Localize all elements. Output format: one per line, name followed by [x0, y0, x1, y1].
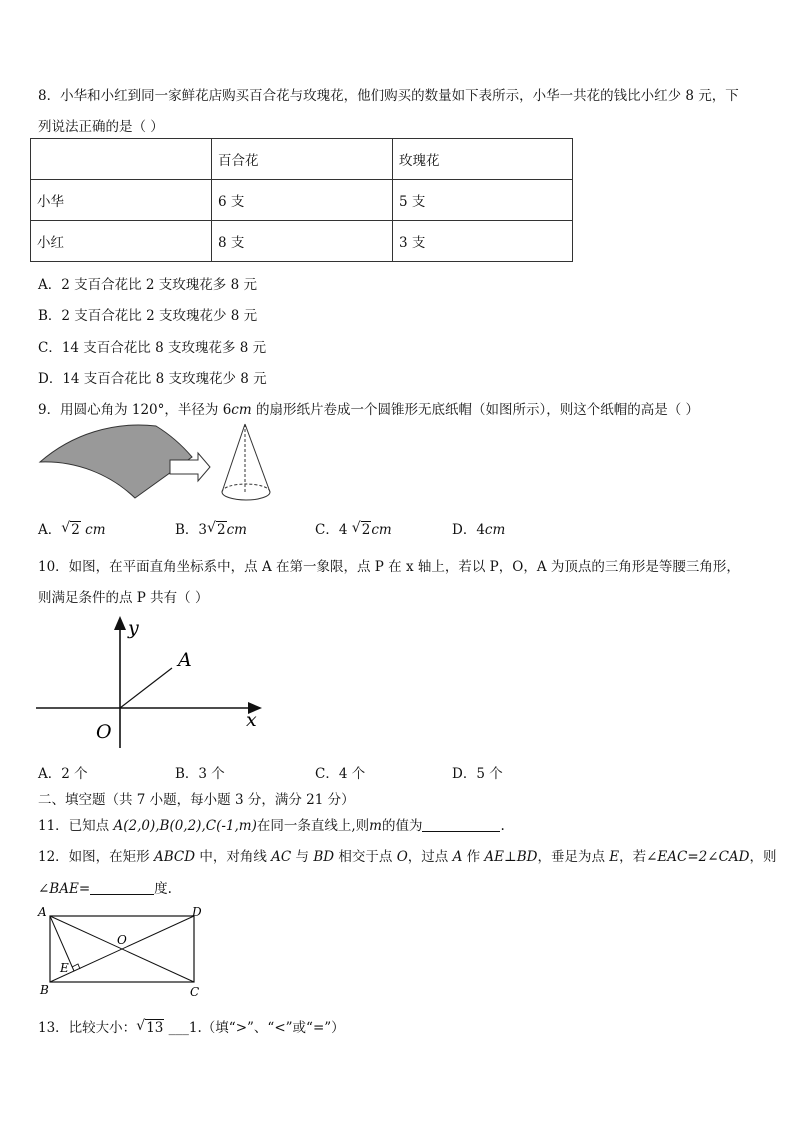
q11-stem: 11．已知点 A(2,0),B(0,2),C(-1,m)在同一条直线上,则m的值为 . [38, 818, 505, 834]
q8-line2: 列说法正确的是（ ） [38, 119, 164, 135]
section-heading: 二、填空题（共 7 小题，每小题 3 分，满分 21 分） [38, 792, 355, 808]
table-header-lily: 百合花 [212, 139, 393, 180]
segment-oa [120, 668, 172, 708]
table-row [31, 139, 573, 180]
answer-blank[interactable] [90, 880, 154, 895]
x-axis-label: x [246, 709, 257, 731]
point-a-label: A [178, 649, 192, 671]
q12-line2: ∠BAE= 度. [38, 881, 172, 897]
q13-stem: 13．比较大小： √ 13 ___1.（填“>”、“<”或“=”） [38, 1018, 345, 1036]
table-cell: 8 支 [212, 221, 393, 262]
table-row [31, 180, 573, 221]
q10-option-c: C．4 个 [315, 766, 366, 782]
label-o: O [117, 933, 127, 947]
q10-option-d: D．5 个 [452, 766, 503, 782]
q8-option-b: B．2 支百合花比 2 支玫瑰花少 8 元 [38, 308, 258, 324]
q8-option-a: A．2 支百合花比 2 支玫瑰花多 8 元 [38, 277, 257, 293]
y-axis-arrow-icon [114, 616, 126, 630]
table-cell: 3 支 [393, 221, 573, 262]
table-row [31, 221, 573, 262]
table-cell [31, 139, 212, 180]
q10-line1: 10．如图，在平面直角坐标系中，点 A 在第一象限，点 P 在 x 轴上，若以 P，O，A 为顶点的三角形是等腰三角形， [38, 559, 740, 575]
cone-edge-left [222, 424, 245, 492]
q10-line2: 则满足条件的点 P 共有（ ） [38, 590, 209, 606]
cone-edge-right [245, 424, 270, 492]
label-e: E [60, 961, 69, 975]
table-cell: 6 支 [212, 180, 393, 221]
q10-option-a: A．2 个 [38, 766, 88, 782]
cone-figure [218, 422, 278, 504]
label-b: B [40, 983, 49, 997]
q8-table [30, 138, 573, 262]
q8-option-c: C．14 支百合花比 8 支玫瑰花多 8 元 [38, 340, 267, 356]
cone-base-front [222, 492, 270, 500]
sector-shape [40, 425, 192, 498]
label-a: A [38, 905, 47, 919]
label-d: D [192, 905, 202, 919]
table-cell: 小华 [31, 180, 212, 221]
table-header-rose: 玫瑰花 [393, 139, 573, 180]
answer-blank[interactable] [422, 817, 500, 832]
label-c: C [190, 985, 200, 999]
q10-option-b: B．3 个 [175, 766, 225, 782]
q9-option-d: D．4cm [452, 522, 506, 538]
q12-line1: 12．如图，在矩形 ABCD 中，对角线 AC 与 BD 相交于点 O，过点 A 作 AE⊥BD，垂足为点 E，若∠EAC=2∠CAD，则 [38, 849, 777, 865]
q8-line1: 8．小华和小红到同一家鲜花店购买百合花与玫瑰花，他们购买的数量如下表所示，小华一共花的钱比小红少 8 元，下 [38, 88, 739, 104]
origin-label: O [96, 721, 112, 743]
q8-option-d: D．14 支百合花比 8 支玫瑰花少 8 元 [38, 371, 267, 387]
cone-base-back [222, 484, 270, 492]
q9-option-c: C．4 √ 2cm [315, 520, 392, 538]
q10-coordinate-figure [36, 612, 272, 758]
q9-option-a: A． √ 2 cm [38, 520, 106, 538]
q12-rectangle-figure [34, 902, 214, 1000]
table-cell: 5 支 [393, 180, 573, 221]
answer-blank[interactable]: ___ [168, 1020, 189, 1036]
q9-option-b: B．3 √ 2cm [175, 520, 247, 538]
q9-stem: 9．用圆心角为 120°，半径为 6cm 的扇形纸片卷成一个圆锥形无底纸帽（如图所示），则这个纸帽的高是（ ） [38, 402, 699, 418]
table-cell: 小红 [31, 221, 212, 262]
y-axis-label: y [128, 617, 139, 639]
